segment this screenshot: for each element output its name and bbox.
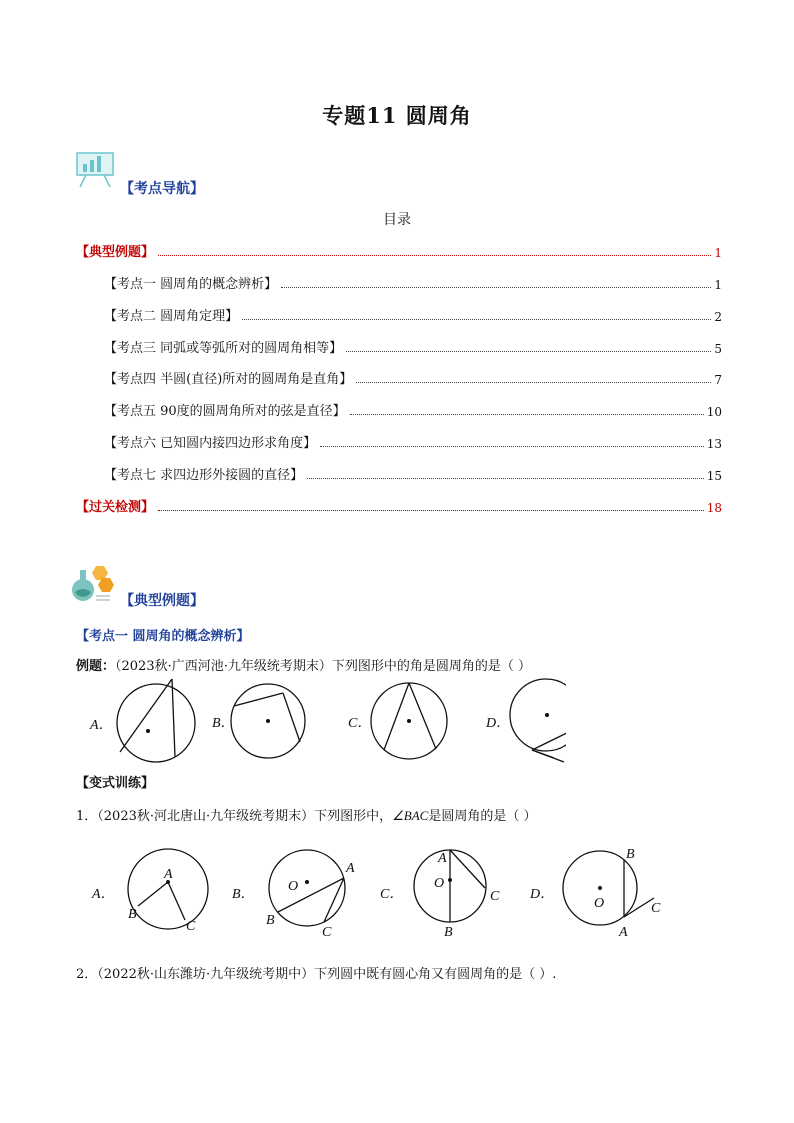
- variant-heading: 【变式训练】: [76, 776, 155, 791]
- q1-text-before: 1．（2023秋·河北唐山·九年级统考期末）下列图形中，: [76, 809, 393, 824]
- toc-label: 【考点五 90度的圆周角所对的弦是直径】: [104, 404, 346, 419]
- point-a-label: A: [619, 925, 628, 940]
- point-o-label: O: [594, 896, 605, 911]
- toc-row-kaodian1[interactable]: [104, 272, 722, 292]
- point-b-label: B: [128, 907, 137, 922]
- example-question: [76, 655, 531, 674]
- point-a-label: A: [346, 861, 355, 876]
- toc-leader: [346, 351, 711, 352]
- toc-page: 15: [706, 469, 722, 483]
- q1-figure-b[interactable]: [262, 842, 362, 937]
- point-c-label: C: [490, 889, 500, 904]
- toc-label: 【考点四 半圆(直径)所对的圆周角是直角】: [104, 372, 353, 387]
- q1-figure-c[interactable]: [404, 840, 514, 940]
- toc-page: 10: [706, 405, 722, 419]
- toc-row-kaodian3[interactable]: [104, 336, 722, 356]
- point-c-label: C: [186, 919, 196, 934]
- kaodian1-heading: 【考点一 圆周角的概念辨析】: [76, 629, 250, 644]
- toc-page: 18: [706, 501, 722, 515]
- flask-icon: [70, 562, 114, 604]
- option-a-label[interactable]: A．: [90, 718, 113, 733]
- q1-option-c-label[interactable]: C．: [380, 887, 404, 902]
- option-b-label[interactable]: B．: [212, 716, 235, 731]
- q1-option-d-label[interactable]: D．: [530, 887, 555, 902]
- q1-figure-d[interactable]: [558, 842, 670, 942]
- page-title: 专题11 圆周角: [322, 103, 472, 128]
- toc-label: 【考点六 已知圆内接四边形求角度】: [104, 436, 317, 451]
- q1-text-after: 是圆周角的是（ ）: [428, 809, 537, 824]
- toc-leader: [350, 414, 704, 415]
- toc-row-kaodian2[interactable]: [104, 304, 722, 324]
- toc-label: 【考点二 圆周角定理】: [104, 309, 239, 324]
- question-1: [76, 805, 536, 824]
- toc-leader: [281, 287, 711, 288]
- presentation-board-icon: [74, 150, 118, 190]
- point-b-label: B: [266, 913, 275, 928]
- section-banner: 【典型例题】: [120, 593, 204, 609]
- point-a-label: A: [438, 851, 447, 866]
- toc-page: 1: [714, 246, 722, 260]
- option-c-label[interactable]: C．: [348, 716, 372, 731]
- point-a-label: A: [164, 867, 173, 882]
- point-b-label: B: [626, 847, 635, 862]
- toc-label: 【典型例题】: [76, 245, 155, 260]
- point-b-label: B: [444, 925, 453, 940]
- toc-leader: [320, 446, 704, 447]
- toc-row-kaodian4[interactable]: [104, 367, 722, 387]
- toc-leader: [158, 510, 704, 511]
- toc-label: 【考点一 圆周角的概念辨析】: [104, 277, 278, 292]
- toc-row-kaodian5[interactable]: [104, 399, 722, 419]
- example-prefix: 例题：: [76, 659, 116, 674]
- toc-leader: [242, 319, 711, 320]
- toc-page: 1: [714, 278, 722, 292]
- toc-heading: 目录: [383, 212, 411, 228]
- toc-leader: [158, 255, 711, 256]
- q1-figure-a[interactable]: [120, 842, 220, 937]
- toc-label: 【过关检测】: [76, 500, 155, 515]
- toc-row-kaodian6[interactable]: [104, 431, 722, 451]
- toc-leader: [307, 478, 704, 479]
- toc-row-kaodian7[interactable]: [104, 463, 722, 483]
- example-figure-d-tangent: [506, 670, 566, 765]
- toc-page: 2: [714, 310, 722, 324]
- toc-leader: [356, 382, 711, 383]
- toc-row-main1[interactable]: [76, 240, 722, 260]
- toc-page: 7: [714, 373, 722, 387]
- q1-option-a-label[interactable]: A．: [92, 887, 115, 902]
- toc-page: 5: [714, 342, 722, 356]
- example-figure-a[interactable]: [110, 676, 220, 766]
- nav-banner: 【考点导航】: [120, 181, 204, 197]
- example-text: （2023秋·广西河池·九年级统考期末）下列图形中的角是圆周角的是（ ）: [115, 659, 531, 674]
- q1-angle: ∠BAC: [392, 808, 429, 823]
- point-c-label: C: [322, 925, 332, 937]
- q1-option-b-label[interactable]: B．: [232, 887, 255, 902]
- toc-page: 13: [706, 437, 722, 451]
- point-o-label: O: [288, 879, 299, 894]
- toc-label: 【考点三 同弧或等弧所对的圆周角相等】: [104, 341, 343, 356]
- point-o-label: O: [434, 876, 445, 891]
- option-d-label[interactable]: D．: [486, 716, 511, 731]
- example-figure-c[interactable]: [366, 676, 466, 766]
- point-c-label: C: [651, 901, 661, 916]
- toc-row-main2[interactable]: [76, 495, 722, 515]
- question-2: 2．（2022秋·山东潍坊·九年级统考期中）下列圆中既有圆心角又有圆周角的是（ ）.: [76, 967, 557, 982]
- toc-label: 【考点七 求四边形外接圆的直径】: [104, 468, 304, 483]
- example-figure-b[interactable]: [228, 676, 328, 766]
